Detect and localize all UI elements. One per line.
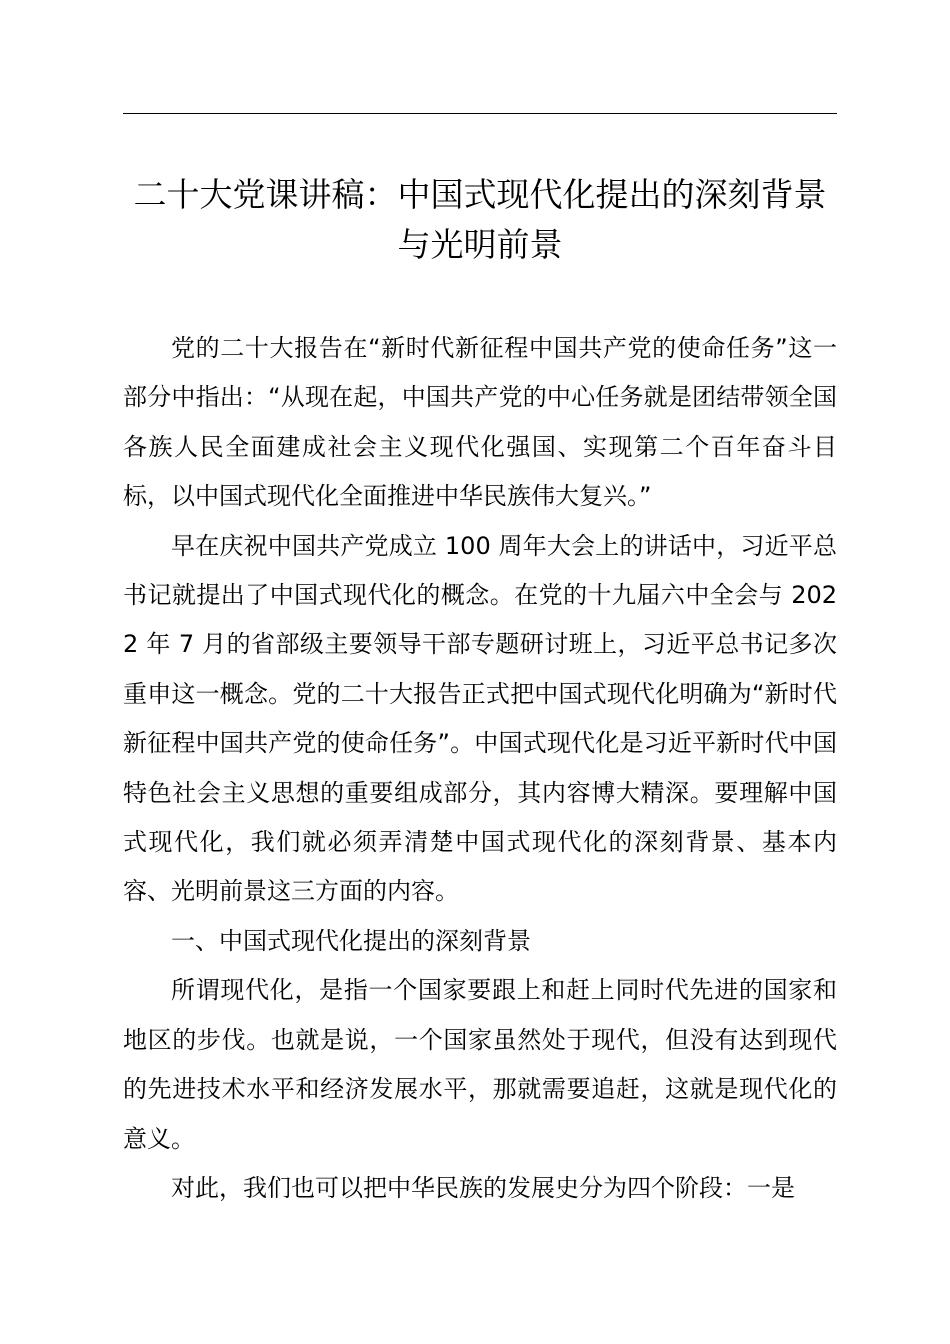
header-rule [123,113,837,114]
document-body [123,324,837,1213]
document-title: 二十大党课讲稿：中国式现代化提出的深刻背景与光明前景 [133,175,827,264]
paragraph-four-stages: 对此，我们也可以把中华民族的发展史分为四个阶段：一是 [171,1173,795,1202]
paragraph-concept-origin: 早在庆祝中国共产党成立 100 周年大会上的讲话中，习近平总书记就提出了中国式现代化的概念。在党的十九届六中全会与 2022 年 7 月的省部级主要领导干部专题研讨班上，习近平总书记多次重申这一概念。党的二十大报告正式把中国式现代化明确为“新时代新征程中国共产党的使命任务”。中国式现代化是习近平新时代中国特色社会主义思想的重要组成部分，其内容博大精深。要理解中国式现代化，我们就必须弄清楚中国式现代化的深刻背景、基本内容、光明前景这三方面的内容。 [123,531,837,906]
paragraph-intro-quote: 党的二十大报告在“新时代新征程中国共产党的使命任务”这一部分中指出：“从现在起，中国共产党的中心任务就是团结带领全国各族人民全面建成社会主义现代化强国、实现第二个百年奋斗目标，以中国式现代化全面推进中华民族伟大复兴。” [123,334,837,511]
section-heading-background: 一、中国式现代化提出的深刻背景 [171,926,531,955]
paragraph-modernization-definition: 所谓现代化，是指一个国家要跟上和赶上同时代先进的国家和地区的步伐。也就是说，一个国家虽然处于现代，但没有达到现代的先进技术水平和经济发展水平，那就需要追赶，这就是现代化的意义。 [123,976,837,1153]
